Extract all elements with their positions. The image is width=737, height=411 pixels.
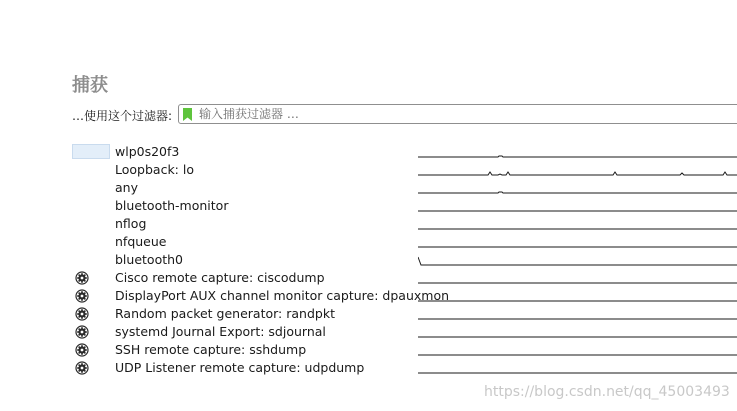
interface-name[interactable]: nfqueue: [115, 234, 167, 249]
sparkline-path: [418, 156, 737, 157]
interface-name[interactable]: DisplayPort AUX channel monitor capture: dpauxmon: [115, 288, 450, 303]
sparkline-path: [418, 257, 737, 265]
interface-row[interactable]: [0, 341, 737, 359]
gear-icon[interactable]: [75, 325, 89, 339]
traffic-sparkline: [418, 179, 737, 197]
interface-row[interactable]: [0, 305, 737, 323]
capture-filter-input[interactable]: [199, 106, 719, 122]
interface-row[interactable]: [0, 251, 737, 269]
interface-row[interactable]: [0, 161, 737, 179]
capture-section-title: 捕获: [72, 75, 108, 96]
capture-filter-box[interactable]: [178, 104, 737, 124]
traffic-sparkline: [418, 251, 737, 269]
interface-row[interactable]: [0, 215, 737, 233]
interface-name[interactable]: bluetooth0: [115, 252, 183, 267]
interface-list: [0, 143, 737, 377]
traffic-sparkline: [418, 161, 737, 179]
gear-icon[interactable]: [75, 271, 89, 285]
capture-filter-label: …使用这个过滤器:: [72, 109, 173, 123]
traffic-sparkline: [418, 305, 737, 323]
traffic-sparkline: [418, 233, 737, 251]
gear-icon[interactable]: [75, 361, 89, 375]
interface-name[interactable]: any: [115, 180, 138, 195]
interface-name[interactable]: Random packet generator: randpkt: [115, 306, 335, 321]
interface-name[interactable]: Loopback: lo: [115, 162, 194, 177]
interface-name[interactable]: Cisco remote capture: ciscodump: [115, 270, 325, 285]
traffic-sparkline: [418, 323, 737, 341]
gear-icon[interactable]: [75, 289, 89, 303]
interface-row[interactable]: [0, 287, 737, 305]
interface-row[interactable]: [0, 179, 737, 197]
interface-name[interactable]: SSH remote capture: sshdump: [115, 342, 307, 357]
gear-icon[interactable]: [75, 307, 89, 321]
sparkline-path: [418, 192, 737, 193]
traffic-sparkline: [418, 359, 737, 377]
interface-name[interactable]: nflog: [115, 216, 147, 231]
interface-row[interactable]: [0, 233, 737, 251]
interface-row[interactable]: [0, 197, 737, 215]
interface-row[interactable]: [0, 323, 737, 341]
traffic-sparkline: [418, 215, 737, 233]
traffic-sparkline: [418, 143, 737, 161]
interface-name[interactable]: wlp0s20f3: [115, 144, 180, 159]
traffic-sparkline: [418, 269, 737, 287]
traffic-sparkline: [418, 341, 737, 359]
sparkline-path: [418, 172, 737, 175]
interface-name[interactable]: UDP Listener remote capture: udpdump: [115, 360, 365, 375]
bookmark-icon[interactable]: [183, 108, 192, 121]
row-selection-highlight[interactable]: [72, 144, 110, 159]
watermark: https://blog.csdn.net/qq_45003493: [484, 384, 730, 400]
interface-row[interactable]: [0, 269, 737, 287]
traffic-sparkline: [418, 197, 737, 215]
traffic-sparkline: [418, 287, 737, 305]
interface-name[interactable]: bluetooth-monitor: [115, 198, 229, 213]
gear-icon[interactable]: [75, 343, 89, 357]
interface-row[interactable]: [0, 143, 737, 161]
interface-row[interactable]: [0, 359, 737, 377]
interface-name[interactable]: systemd Journal Export: sdjournal: [115, 324, 326, 339]
